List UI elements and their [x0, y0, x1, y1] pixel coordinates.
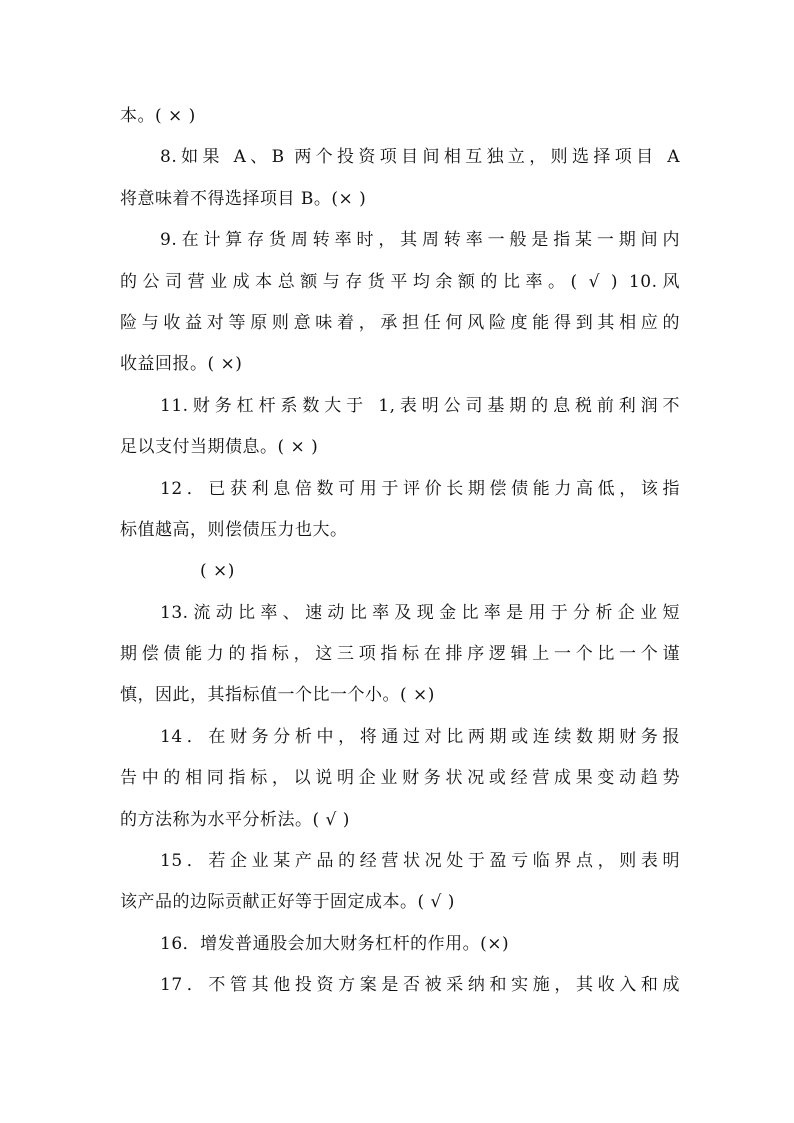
text-line: 15．若企业某产品的经营状况处于盈亏临界点，则表明 — [160, 851, 680, 872]
text-line: 足以支付当期债息。( × ) — [120, 437, 319, 458]
text-line: 的方法称为水平分析法。( √ ) — [120, 809, 350, 830]
text-line: 12．已获利息倍数可用于评价长期偿债能力高低，该指 — [160, 478, 680, 499]
text-line: 9.在计算存货周转率时，其周转率一般是指某一期间内 — [160, 230, 680, 251]
text-line: 收益回报。( ×) — [120, 354, 243, 375]
text-line: 期偿债能力的指标，这三项指标在排序逻辑上一个比一个谨 — [120, 644, 680, 665]
text-line: 将意味着不得选择项目 B。(× ) — [120, 188, 367, 209]
text-line: 慎，因此，其指标值一个比一个小。( ×) — [120, 685, 435, 706]
text-line: 的公司营业成本总额与存货平均余额的比率。( √ ) 10.风 — [120, 271, 680, 292]
text-line: 16．增发普通股会加大财务杠杆的作用。(×) — [160, 933, 510, 954]
text-line: 本。( × ) — [120, 106, 196, 126]
text-line: 17．不管其他投资方案是否被采纳和实施，其收入和成 — [160, 975, 680, 996]
text-line: ( ×) — [200, 561, 235, 582]
text-line: 11.财务杠杆系数大于 1,表明公司基期的息税前利润不 — [160, 395, 680, 416]
text-line: 标值越高，则偿债压力也大。 — [120, 519, 348, 540]
text-line: 险与收益对等原则意味着，承担任何风险度能得到其相应的 — [120, 312, 680, 333]
text-line: 14．在财务分析中，将通过对比两期或连续数期财务报 — [160, 726, 680, 747]
text-line: 13.流动比率、速动比率及现金比率是用于分析企业短 — [160, 602, 680, 623]
text-line: 告中的相同指标，以说明企业财务状况或经营成果变动趋势 — [120, 768, 680, 789]
document-body — [120, 96, 680, 1007]
text-line: 该产品的边际贡献正好等于固定成本。( √ ) — [120, 892, 455, 913]
text-line: 8.如果 A、B 两个投资项目间相互独立，则选择项目 A — [160, 147, 680, 168]
